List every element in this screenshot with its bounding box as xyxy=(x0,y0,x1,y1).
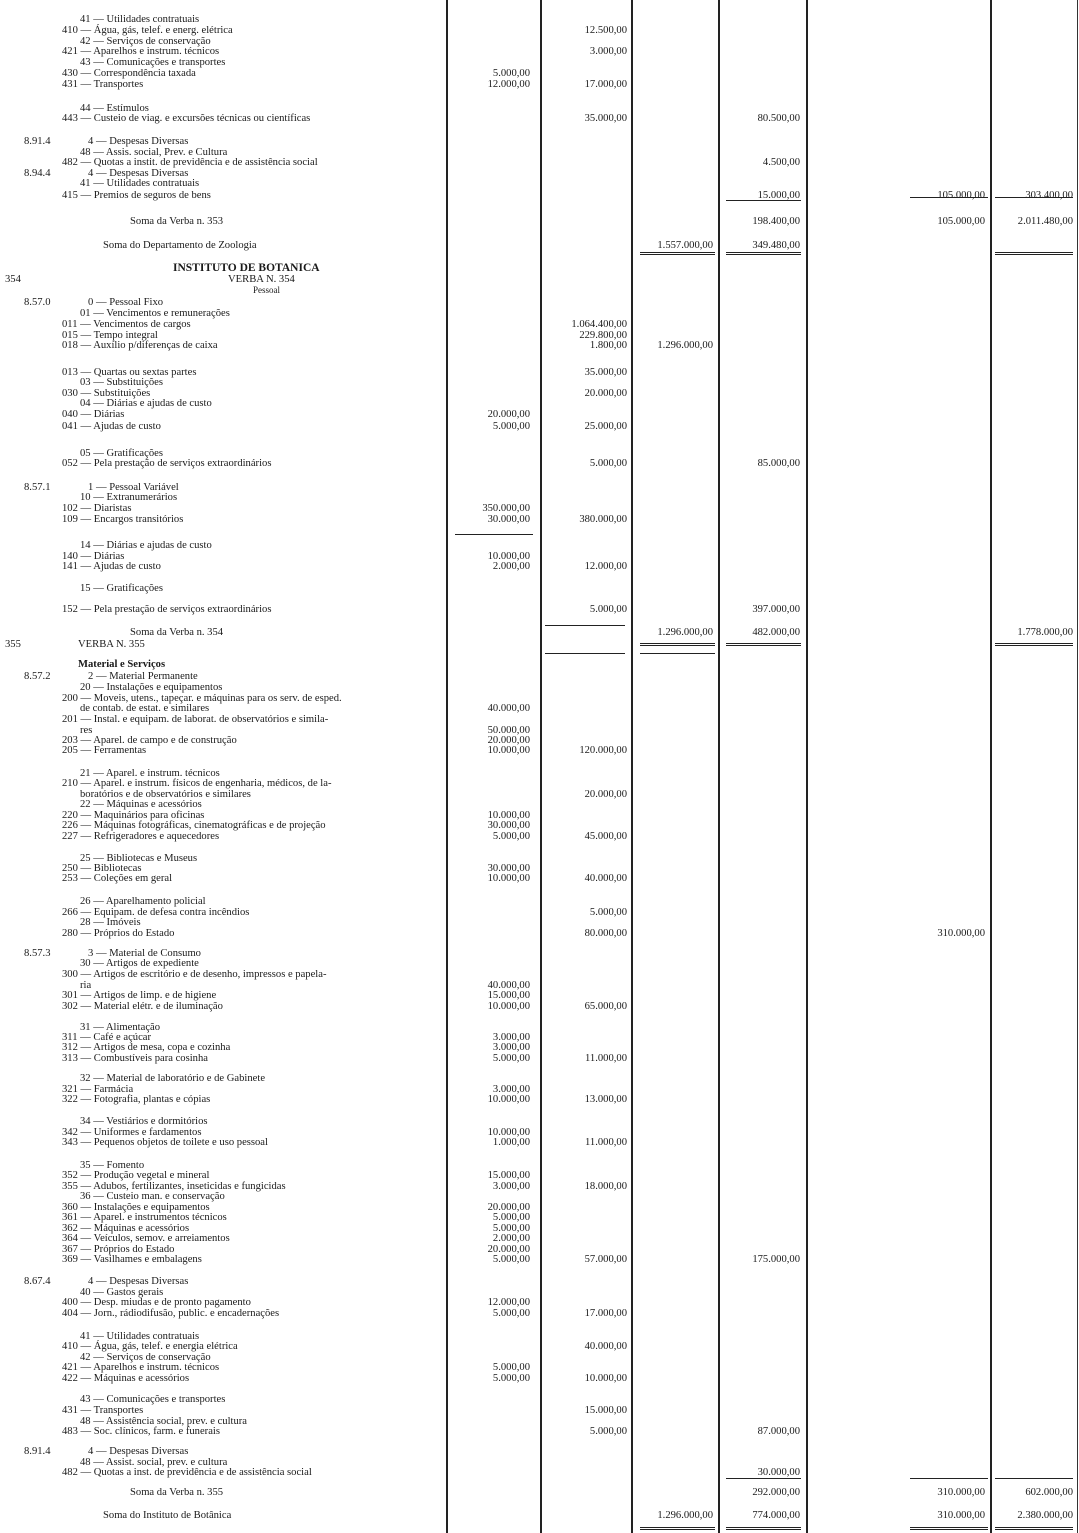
account-code: 8.57.2 xyxy=(24,671,51,682)
item-label: res xyxy=(80,725,93,736)
amount-c2: 2.000,00 xyxy=(492,561,530,572)
item-label: 25 — Bibliotecas e Museus xyxy=(80,853,198,864)
amount-c3: 10.000,00 xyxy=(584,1373,627,1384)
item-label: 1 — Pessoal Variável xyxy=(88,482,179,493)
amount-c3: 5.000,00 xyxy=(589,604,627,615)
item-label: 421 — Aparelhos e instrum. técnicos xyxy=(62,1362,220,1373)
total-rule xyxy=(995,1527,1073,1530)
item-label: 43 — Comunicações e transportes xyxy=(80,1394,226,1405)
amount-c2: 5.000,00 xyxy=(492,68,530,79)
amount-c2: 5.000,00 xyxy=(492,1373,530,1384)
amount-c6: 310.000,00 xyxy=(937,1487,985,1498)
amount-c5: 198.400,00 xyxy=(752,216,800,227)
item-label: 360 — Instalações e equipamentos xyxy=(62,1202,210,1213)
amount-c2: 10.000,00 xyxy=(487,1001,530,1012)
item-label: 052 — Pela prestação de serviços extraordinários xyxy=(62,458,272,469)
item-label: 22 — Máquinas e acessórios xyxy=(80,799,202,810)
amount-c5: 292.000,00 xyxy=(752,1487,800,1498)
amount-c2: 50.000,00 xyxy=(487,725,530,736)
amount-c2: 12.000,00 xyxy=(487,79,530,90)
item-label: 410 — Água, gás, telef. e energ. elétrica xyxy=(62,25,233,36)
amount-c2: 3.000,00 xyxy=(492,1032,530,1043)
amount-c7: 2.011.480,00 xyxy=(1017,216,1073,227)
item-label: 431 — Transportes xyxy=(62,1405,144,1416)
account-code: 8.57.3 xyxy=(24,948,51,959)
amount-c3: 11.000,00 xyxy=(585,1053,627,1064)
item-label: 312 — Artigos de mesa, copa e cozinha xyxy=(62,1042,231,1053)
amount-c3: 17.000,00 xyxy=(584,79,627,90)
item-label: 04 — Diárias e ajudas de custo xyxy=(80,398,212,409)
item-label: 41 — Utilidades contratuais xyxy=(80,14,200,25)
column-rule xyxy=(806,0,808,1533)
amount-c7: 1.778.000,00 xyxy=(1017,627,1073,638)
item-label: 48 — Assis. social, Prev. e Cultura xyxy=(80,147,228,158)
amount-c2: 20.000,00 xyxy=(487,1202,530,1213)
amount-c7: 303.400,00 xyxy=(1025,190,1073,201)
amount-c5: 30.000,00 xyxy=(757,1467,800,1478)
account-code: 8.67.4 xyxy=(24,1276,51,1287)
section-subtitle: Pessoal xyxy=(253,285,280,295)
item-label: 400 — Desp. miudas e de pronto pagamento xyxy=(62,1297,251,1308)
column-rule xyxy=(990,0,992,1533)
amount-c2: 40.000,00 xyxy=(487,703,530,714)
amount-c3: 12.000,00 xyxy=(584,561,627,572)
amount-c5: 397.000,00 xyxy=(752,604,800,615)
item-label: 253 — Coleções em geral xyxy=(62,873,173,884)
amount-c3: 65.000,00 xyxy=(584,1001,627,1012)
item-label: 040 — Diárias xyxy=(62,409,125,420)
item-label: 31 — Alimentação xyxy=(80,1022,161,1033)
subtotal-rule xyxy=(455,534,533,535)
item-label: 227 — Refrigeradores e aquecedores xyxy=(62,831,220,842)
amount-c2: 15.000,00 xyxy=(487,1170,530,1181)
item-label: 10 — Extranumerários xyxy=(80,492,178,503)
amount-c6: 310.000,00 xyxy=(937,1510,985,1521)
amount-c2: 2.000,00 xyxy=(492,1233,530,1244)
item-label: 311 — Café e açúcar xyxy=(62,1032,152,1043)
subtotal-rule xyxy=(910,197,988,198)
amount-c2: 20.000,00 xyxy=(487,1244,530,1255)
total-rule xyxy=(995,643,1073,646)
item-label: 443 — Custeio de viag. e excursões técnicas ou científicas xyxy=(62,113,311,124)
item-label: 44 — Estímulos xyxy=(80,103,149,114)
column-rule xyxy=(1077,0,1078,1533)
amount-c4: 1.296.000,00 xyxy=(657,1510,713,1521)
item-label: 266 — Equipam. de defesa contra incêndios xyxy=(62,907,250,918)
amount-c4: 1.296.000,00 xyxy=(657,340,713,351)
amount-c2: 350.000,00 xyxy=(482,503,530,514)
item-label: 369 — Vasilhames e embalagens xyxy=(62,1254,202,1265)
amount-c6: 310.000,00 xyxy=(937,928,985,939)
total-rule xyxy=(640,643,715,646)
item-label: 4 — Despesas Diversas xyxy=(88,1276,189,1287)
verba-title: VERBA N. 354 xyxy=(228,274,295,285)
amount-c3: 380.000,00 xyxy=(579,514,627,525)
item-label: 0 — Pessoal Fixo xyxy=(88,297,164,308)
item-label: 410 — Água, gás, telef. e energia elétrica xyxy=(62,1341,238,1352)
item-label: 01 — Vencimentos e remunerações xyxy=(80,308,230,319)
item-label: 28 — Imóveis xyxy=(80,917,141,928)
item-label: 41 — Utilidades contratuais xyxy=(80,178,200,189)
item-label: 422 — Máquinas e acessórios xyxy=(62,1373,190,1384)
item-label: 367 — Próprios do Estado xyxy=(62,1244,175,1255)
verba-title: VERBA N. 355 xyxy=(78,639,145,650)
amount-c5: 80.500,00 xyxy=(757,113,800,124)
amount-c5: 15.000,00 xyxy=(757,190,800,201)
amount-c2: 10.000,00 xyxy=(487,810,530,821)
amount-c3: 1.800,00 xyxy=(589,340,627,351)
amount-c3: 5.000,00 xyxy=(589,458,627,469)
amount-c2: 3.000,00 xyxy=(492,1042,530,1053)
item-label: 41 — Utilidades contratuais xyxy=(80,1331,200,1342)
item-label: 430 — Correspondência taxada xyxy=(62,68,196,79)
amount-c4: 1.296.000,00 xyxy=(657,627,713,638)
amount-c2: 10.000,00 xyxy=(487,1094,530,1105)
total-rule xyxy=(726,643,801,646)
item-label: 404 — Jorn., rádiodifusão, public. e encadernações xyxy=(62,1308,280,1319)
item-label: 364 — Veículos, semov. e arreiamentos xyxy=(62,1233,230,1244)
item-label: 352 — Produção vegetal e mineral xyxy=(62,1170,210,1181)
amount-c3: 35.000,00 xyxy=(584,113,627,124)
item-label: 4 — Despesas Diversas xyxy=(88,1446,189,1457)
item-label: 220 — Maquinários para oficinas xyxy=(62,810,205,821)
total-rule xyxy=(726,1527,801,1530)
amount-c4: 1.557.000,00 xyxy=(657,240,713,251)
institute-title: INSTITUTO DE BOTANICA xyxy=(173,262,320,274)
amount-c2: 5.000,00 xyxy=(492,1212,530,1223)
subtotal-rule xyxy=(726,200,801,201)
item-label: 32 — Material de laboratório e de Gabinete xyxy=(80,1073,266,1084)
amount-c3: 13.000,00 xyxy=(584,1094,627,1105)
item-label: 15 — Gratificações xyxy=(80,583,163,594)
subtotal-rule xyxy=(995,197,1073,198)
item-label: 4 — Despesas Diversas xyxy=(88,168,189,179)
subtotal-rule xyxy=(910,1478,988,1479)
amount-c2: 5.000,00 xyxy=(492,1254,530,1265)
account-code: 8.91.4 xyxy=(24,136,51,147)
sum-label: Soma do Departamento de Zoologia xyxy=(103,240,257,251)
item-label: 40 — Gastos gerais xyxy=(80,1287,164,1298)
account-code: 8.91.4 xyxy=(24,1446,51,1457)
item-label: 313 — Combustíveis para cosinha xyxy=(62,1053,208,1064)
amount-c2: 3.000,00 xyxy=(492,1084,530,1095)
item-label: 355 — Adubos, fertilizantes, inseticidas e fungicidas xyxy=(62,1181,286,1192)
item-label: 415 — Premios de seguros de bens xyxy=(62,190,211,201)
item-label: boratórios e de observatórios e similares xyxy=(80,789,251,800)
amount-c7: 2.380.000,00 xyxy=(1017,1510,1073,1521)
item-label: 030 — Substituições xyxy=(62,388,151,399)
column-rule xyxy=(718,0,720,1533)
amount-c2: 3.000,00 xyxy=(492,1181,530,1192)
amount-c2: 5.000,00 xyxy=(492,421,530,432)
total-rule xyxy=(910,1527,988,1530)
account-code: 8.57.1 xyxy=(24,482,51,493)
item-label: 362 — Máquinas e acessórios xyxy=(62,1223,190,1234)
amount-c3: 11.000,00 xyxy=(585,1137,627,1148)
amount-c5: 4.500,00 xyxy=(762,157,800,168)
amount-c3: 15.000,00 xyxy=(584,1405,627,1416)
amount-c5: 349.480,00 xyxy=(752,240,800,251)
item-label: 011 — Vencimentos de cargos xyxy=(62,319,191,330)
amount-c3: 40.000,00 xyxy=(584,873,627,884)
amount-c5: 87.000,00 xyxy=(757,1426,800,1437)
section-subtitle: Material e Serviços xyxy=(78,659,166,670)
amount-c3: 45.000,00 xyxy=(584,831,627,842)
item-label: 48 — Assist. social, prev. e cultura xyxy=(80,1457,228,1468)
amount-c2: 10.000,00 xyxy=(487,745,530,756)
item-label: 141 — Ajudas de custo xyxy=(62,561,161,572)
item-label: 280 — Próprios do Estado xyxy=(62,928,175,939)
item-label: 43 — Comunicações e transportes xyxy=(80,57,226,68)
amount-c2: 10.000,00 xyxy=(487,551,530,562)
item-label: 210 — Aparel. e instrum. físicos de engenharia, médicos, de la- xyxy=(62,778,332,789)
amount-c6: 105.000,00 xyxy=(937,190,985,201)
item-label: 152 — Pela prestação de serviços extraordinários xyxy=(62,604,272,615)
verba-code: 354 xyxy=(5,274,21,285)
amount-c3: 17.000,00 xyxy=(584,1308,627,1319)
amount-c3: 20.000,00 xyxy=(584,388,627,399)
amount-c3: 5.000,00 xyxy=(589,907,627,918)
amount-c3: 1.064.400,00 xyxy=(571,319,627,330)
total-rule xyxy=(640,1527,715,1530)
amount-c3: 35.000,00 xyxy=(584,367,627,378)
item-label: 205 — Ferramentas xyxy=(62,745,147,756)
item-label: 482 — Quotas a inst. de previdência e de assistência social xyxy=(62,1467,312,1478)
amount-c2: 5.000,00 xyxy=(492,1053,530,1064)
item-label: 20 — Instalações e equipamentos xyxy=(80,682,223,693)
item-label: 140 — Diárias xyxy=(62,551,125,562)
amount-c3: 57.000,00 xyxy=(584,1254,627,1265)
item-label: 26 — Aparelhamento policial xyxy=(80,896,206,907)
sum-label: Soma do Instituto de Botânica xyxy=(103,1510,232,1521)
amount-c2: 10.000,00 xyxy=(487,1127,530,1138)
amount-c2: 12.000,00 xyxy=(487,1297,530,1308)
item-label: 322 — Fotografia, plantas e cópias xyxy=(62,1094,211,1105)
amount-c3: 20.000,00 xyxy=(584,789,627,800)
account-code: 8.94.4 xyxy=(24,168,51,179)
item-label: 42 — Serviços de conservação xyxy=(80,36,211,47)
amount-c2: 5.000,00 xyxy=(492,1308,530,1319)
column-rule xyxy=(446,0,448,1533)
amount-c2: 5.000,00 xyxy=(492,831,530,842)
item-label: 302 — Material elétr. e de iluminação xyxy=(62,1001,223,1012)
amount-c2: 30.000,00 xyxy=(487,514,530,525)
amount-c7: 602.000,00 xyxy=(1025,1487,1073,1498)
item-label: 300 — Artigos de escritório e de desenho, impressos e papela- xyxy=(62,969,327,980)
amount-c2: 40.000,00 xyxy=(487,980,530,991)
item-label: 343 — Pequenos objetos de toilete e uso pessoal xyxy=(62,1137,268,1148)
total-rule xyxy=(995,252,1073,255)
amount-c6: 105.000,00 xyxy=(937,216,985,227)
amount-c2: 5.000,00 xyxy=(492,1362,530,1373)
amount-c2: 20.000,00 xyxy=(487,409,530,420)
item-label: ria xyxy=(80,980,92,991)
item-label: 03 — Substituições xyxy=(80,377,163,388)
amount-c5: 175.000,00 xyxy=(752,1254,800,1265)
item-label: 200 — Moveis, utens., tapeçar. e máquinas para os serv. de esped. xyxy=(62,693,342,704)
item-label: 42 — Serviços de conservação xyxy=(80,1352,211,1363)
amount-c3: 80.000,00 xyxy=(584,928,627,939)
verba-code: 355 xyxy=(5,639,21,650)
item-label: 35 — Fomento xyxy=(80,1160,145,1171)
total-rule xyxy=(726,252,801,255)
item-label: 431 — Transportes xyxy=(62,79,144,90)
amount-c2: 10.000,00 xyxy=(487,873,530,884)
amount-c3: 18.000,00 xyxy=(584,1181,627,1192)
item-label: 201 — Instal. e equipam. de laborat. de observatórios e simila- xyxy=(62,714,329,725)
item-label: 342 — Uniformes e fardamentos xyxy=(62,1127,202,1138)
amount-c3: 12.500,00 xyxy=(584,25,627,36)
item-label: 109 — Encargos transitórios xyxy=(62,514,184,525)
item-label: 3 — Material de Consumo xyxy=(88,948,201,959)
sum-label: Soma da Verba n. 354 xyxy=(130,627,224,638)
amount-c3: 40.000,00 xyxy=(584,1341,627,1352)
subtotal-rule xyxy=(726,1478,801,1479)
amount-c2: 30.000,00 xyxy=(487,820,530,831)
item-label: 102 — Diaristas xyxy=(62,503,132,514)
item-label: 483 — Soc. clínicos, farm. e funerais xyxy=(62,1426,220,1437)
sum-label: Soma da Verba n. 353 xyxy=(130,216,224,227)
item-label: 321 — Farmácia xyxy=(62,1084,134,1095)
item-label: 21 — Aparel. e instrum. técnicos xyxy=(80,768,220,779)
amount-c3: 120.000,00 xyxy=(579,745,627,756)
item-label: 421 — Aparelhos e instrum. técnicos xyxy=(62,46,220,57)
amount-c3: 25.000,00 xyxy=(584,421,627,432)
amount-c2: 30.000,00 xyxy=(487,863,530,874)
subtotal-rule xyxy=(640,653,715,654)
total-rule xyxy=(640,252,715,255)
item-label: 203 — Aparel. de campo e de construção xyxy=(62,735,237,746)
amount-c2: 15.000,00 xyxy=(487,990,530,1001)
item-label: 015 — Tempo integral xyxy=(62,330,158,341)
item-label: 041 — Ajudas de custo xyxy=(62,421,161,432)
item-label: 30 — Artigos de expediente xyxy=(80,958,199,969)
item-label: 36 — Custeio man. e conservação xyxy=(80,1191,225,1202)
subtotal-rule xyxy=(545,653,625,654)
amount-c3: 5.000,00 xyxy=(589,1426,627,1437)
item-label: 2 — Material Permanente xyxy=(88,671,198,682)
subtotal-rule xyxy=(995,1478,1073,1479)
amount-c5: 85.000,00 xyxy=(757,458,800,469)
account-code: 8.57.0 xyxy=(24,297,51,308)
item-label: 14 — Diárias e ajudas de custo xyxy=(80,540,212,551)
item-label: 4 — Despesas Diversas xyxy=(88,136,189,147)
subtotal-rule xyxy=(545,625,625,626)
item-label: 018 — Auxílio p/diferenças de caixa xyxy=(62,340,218,351)
amount-c5: 482.000,00 xyxy=(752,627,800,638)
amount-c2: 5.000,00 xyxy=(492,1223,530,1234)
column-rule xyxy=(631,0,633,1533)
amount-c3: 3.000,00 xyxy=(589,46,627,57)
item-label: de contab. de estat. e similares xyxy=(80,703,210,714)
column-rule xyxy=(540,0,542,1533)
item-label: 48 — Assistência social, prev. e cultura xyxy=(80,1416,248,1427)
item-label: 05 — Gratificações xyxy=(80,448,163,459)
item-label: 250 — Bibliotecas xyxy=(62,863,142,874)
item-label: 482 — Quotas a instit. de previdência e de assistência social xyxy=(62,157,318,168)
item-label: 34 — Vestiários e dormitórios xyxy=(80,1116,208,1127)
item-label: 013 — Quartas ou sextas partes xyxy=(62,367,197,378)
amount-c2: 20.000,00 xyxy=(487,735,530,746)
amount-c5: 774.000,00 xyxy=(752,1510,800,1521)
item-label: 301 — Artigos de limp. e de higiene xyxy=(62,990,217,1001)
item-label: 226 — Máquinas fotográficas, cinematográficas e de projeção xyxy=(62,820,326,831)
item-label: 361 — Aparel. e instrumentos técnicos xyxy=(62,1212,227,1223)
sum-label: Soma da Verba n. 355 xyxy=(130,1487,224,1498)
amount-c2: 1.000,00 xyxy=(492,1137,530,1148)
amount-c3: 229.800,00 xyxy=(579,330,627,341)
